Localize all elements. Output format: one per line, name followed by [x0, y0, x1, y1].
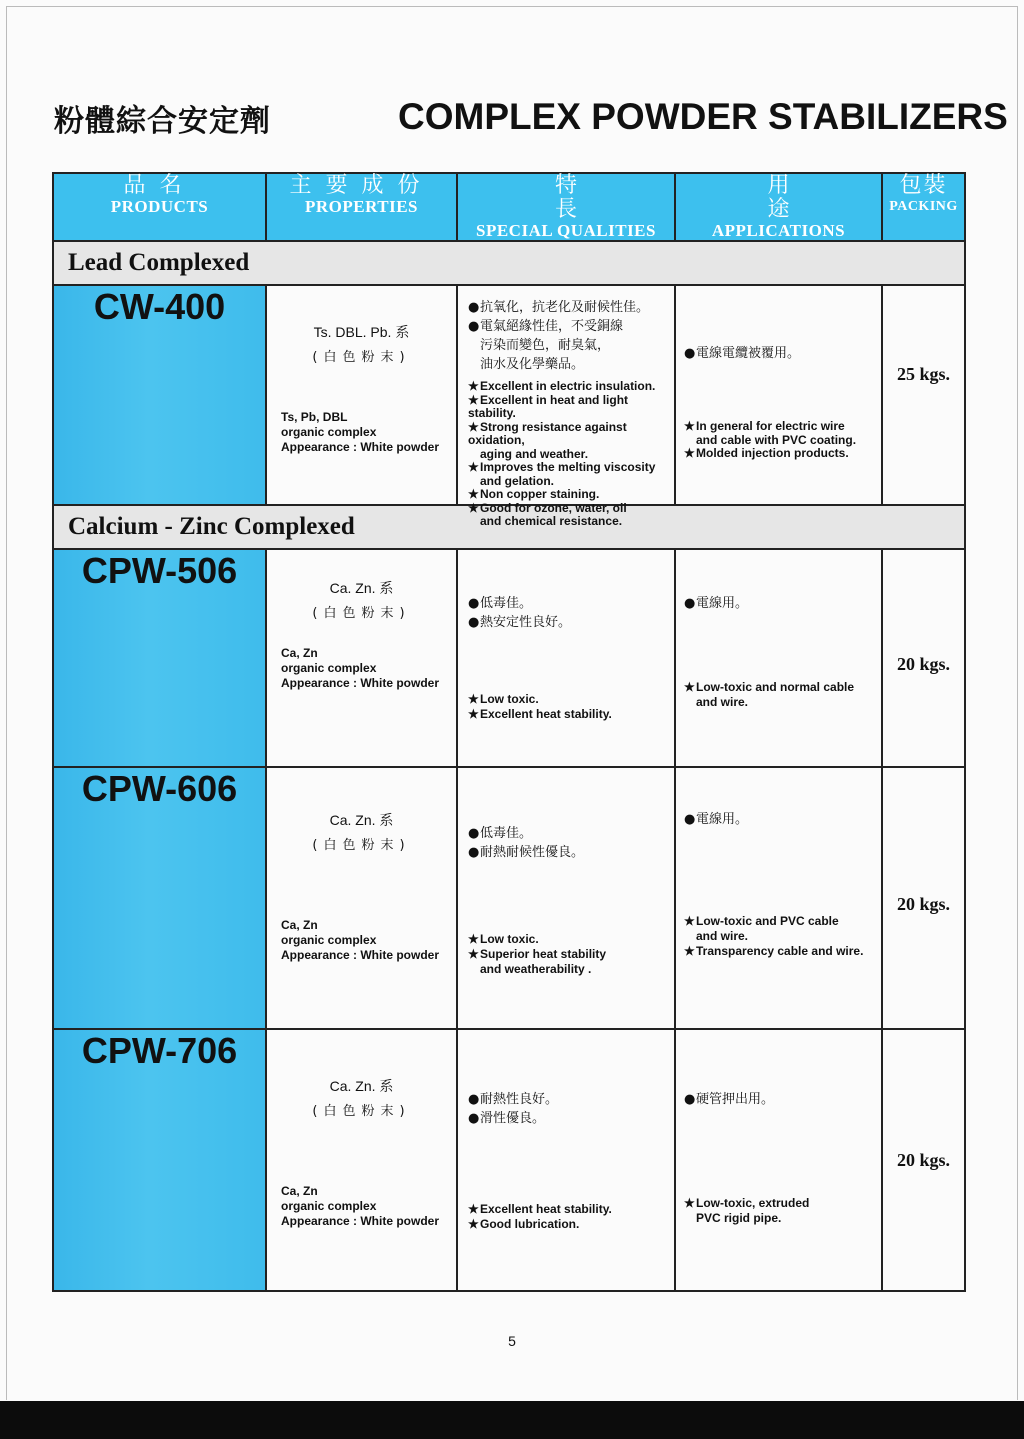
app-en-line: Low-toxic, extruded: [696, 1196, 810, 1210]
properties-en: [281, 646, 439, 691]
header-qualities-en: SPECIAL QUALITIES: [476, 221, 656, 240]
header-packing-cn: 包裝: [899, 173, 948, 198]
qualities-cn: ●耐熱性良好。 ●滑性優良。: [468, 1092, 559, 1126]
header-special-qualities: [457, 173, 675, 241]
props-line: organic complex: [281, 425, 377, 439]
qual-en-line: Good lubrication.: [480, 1217, 580, 1231]
qualities-en: ★Low toxic. ★Excellent heat stability.: [468, 692, 612, 721]
qual-en-line: Superior heat stability: [480, 947, 607, 961]
properties-system: Ca. Zn. 系: [329, 580, 394, 596]
qual-cn-line: 低毒佳。: [480, 596, 533, 611]
properties-en: [281, 410, 439, 455]
applications-cn: ●電線電纜被覆用。: [684, 346, 801, 361]
properties-powder: (白色粉末): [312, 1104, 411, 1119]
properties-system: Ts. DBL. Pb. 系: [313, 324, 410, 340]
qual-cn-line: 耐熱耐候性優良。: [480, 845, 585, 860]
qualities-cell: [457, 767, 675, 1029]
qual-cn-line: 滑性優良。: [480, 1111, 546, 1126]
qual-cn-line: 熱安定性良好。: [480, 615, 572, 630]
app-cn-line: 硬管押出用。: [696, 1092, 775, 1107]
header-packing: [882, 173, 965, 241]
applications-en: ★Low-toxic and normal cable and wire.: [684, 680, 855, 709]
applications-en: ★In general for electric wire and cable with PVC coating. ★Molded injection products.: [684, 419, 857, 460]
page-edge-right: [1017, 6, 1018, 1400]
qual-en-line: Excellent heat stability.: [480, 1202, 612, 1216]
properties-cell: [266, 1029, 457, 1291]
properties-en: [281, 918, 439, 963]
properties-cell: [266, 767, 457, 1029]
applications-cn: ●硬管押出用。: [684, 1092, 775, 1107]
properties-powder: (白色粉末): [312, 606, 411, 621]
product-row: [53, 549, 965, 767]
title-english: COMPLEX POWDER STABILIZERS: [398, 96, 1008, 137]
header-row: [53, 173, 965, 241]
properties-system: Ca. Zn. 系: [329, 1078, 394, 1094]
qualities-cn: ●抗氧化，抗老化及耐候性佳。 ●電氣絕緣性佳，不受銅線 污染而變色，耐臭氣， 油水及化學藥品。: [468, 300, 650, 372]
packing-value: 20 kgs.: [896, 1150, 950, 1170]
qualities-en: ★Low toxic. ★Superior heat stability and weatherability .: [468, 932, 607, 976]
qualities-en: ★Excellent in electric insulation. ★Excellent in heat and light stability. ★Strong resistance against oxidation, aging and weather. ★Improves the melting viscosity and gelation. ★Non copper staining. ★Good for ozone, water, oil and chemical resistance.: [468, 380, 674, 529]
header-products: [53, 173, 266, 241]
packing-value: 20 kgs.: [896, 894, 950, 914]
app-en-line: Transparency cable and wire.: [696, 944, 864, 958]
page-edge-left: [6, 6, 7, 1400]
qual-cn-line: 污染而變色，耐臭氣，: [480, 338, 611, 353]
applications-cell: [675, 1029, 882, 1291]
product-row: [53, 767, 965, 1029]
qual-en-line: Strong resistance against oxidation,: [468, 419, 627, 447]
app-cn-line: 電線用。: [696, 596, 749, 611]
header-applications-en: APPLICATIONS: [711, 221, 846, 240]
props-line: Ts, Pb, DBL: [281, 410, 348, 424]
section-title-lead: Lead Complexed: [53, 241, 965, 285]
product-row: [53, 285, 965, 505]
applications-cell: [675, 767, 882, 1029]
product-table: [52, 172, 966, 1292]
properties-powder: (白色粉末): [312, 350, 411, 365]
header-properties-en: PROPERTIES: [304, 197, 419, 216]
page-number: 5: [508, 1333, 516, 1349]
props-line: Ca, Zn: [281, 918, 318, 932]
product-name: CPW-606: [53, 767, 266, 1029]
product-name: CPW-706: [53, 1029, 266, 1291]
qual-cn-line: 油水及化學藥品。: [480, 357, 585, 372]
section-title-calcium-zinc: Calcium - Zinc Complexed: [53, 505, 965, 549]
properties-cell: [266, 285, 457, 505]
props-line: organic complex: [281, 661, 377, 675]
app-en-line: PVC rigid pipe.: [696, 1211, 782, 1225]
packing-cell: [882, 1029, 965, 1291]
qual-en-line: Excellent heat stability.: [480, 707, 612, 721]
props-line: Appearance : White powder: [281, 948, 440, 962]
properties-cell: [266, 549, 457, 767]
applications-cn: ●電線用。: [684, 596, 749, 611]
applications-en: ★Low-toxic and PVC cable and wire. ★Transparency cable and wire.: [684, 914, 864, 958]
qual-cn-line: 耐熱性良好。: [480, 1092, 559, 1107]
qual-en-line: and weatherability .: [480, 962, 592, 976]
qual-cn-line: 電氣絕緣性佳，不受銅線: [480, 319, 624, 334]
app-cn-line: 電線用。: [696, 812, 749, 827]
product-name: CPW-506: [53, 549, 266, 767]
header-applications: [675, 173, 882, 241]
title-chinese: 粉體綜合安定劑: [54, 104, 271, 139]
header-products-en: PRODUCTS: [110, 197, 209, 216]
properties-system: Ca. Zn. 系: [329, 812, 394, 828]
applications-cell: [675, 285, 882, 505]
qual-en-line: and chemical resistance.: [480, 514, 623, 528]
qual-en-line: Low toxic.: [480, 692, 539, 706]
props-line: Appearance : White powder: [281, 676, 440, 690]
qualities-cell: [457, 285, 675, 528]
app-en-line: Molded injection products.: [696, 446, 849, 460]
applications-cn: ●電線用。: [684, 812, 749, 827]
qual-cn-line: 低毒佳。: [480, 826, 533, 841]
properties-en: [281, 1184, 439, 1229]
app-en-line: Low-toxic and PVC cable: [696, 914, 839, 928]
qual-en-line: and gelation.: [480, 473, 555, 488]
props-line: Appearance : White powder: [281, 440, 440, 454]
app-en-line: and cable with PVC coating.: [696, 432, 857, 447]
props-line: Ca, Zn: [281, 1184, 318, 1198]
scan-bottom-edge: [0, 1401, 1024, 1439]
packing-cell: [882, 285, 965, 505]
app-en-line: In general for electric wire: [696, 419, 845, 433]
page-edge-top: [6, 6, 1018, 7]
header-properties: [266, 173, 457, 241]
qualities-cell: [457, 1029, 675, 1291]
props-line: organic complex: [281, 933, 377, 947]
qualities-cell: [457, 549, 675, 767]
header-packing-en: PACKING: [889, 199, 958, 214]
packing-cell: [882, 767, 965, 1029]
qual-cn-line: 抗氧化，抗老化及耐候性佳。: [480, 300, 650, 315]
qualities-en: ★Excellent heat stability. ★Good lubrication.: [468, 1202, 612, 1231]
qualities-cn: ●低毒佳。 ●耐熱耐候性優良。: [468, 826, 585, 860]
applications-en: ★Low-toxic, extruded PVC rigid pipe.: [684, 1196, 810, 1225]
applications-cell: [675, 549, 882, 767]
packing-cell: [882, 549, 965, 767]
qual-en-line: aging and weather.: [480, 446, 589, 461]
app-en-line: Low-toxic and normal cable: [696, 680, 855, 694]
props-line: organic complex: [281, 1199, 377, 1213]
product-name: CW-400: [53, 285, 266, 505]
qual-en-line: Improves the melting viscosity: [480, 460, 656, 474]
header-qualities-cn: 特長: [554, 173, 667, 222]
header-properties-cn: 主要成份: [289, 173, 434, 198]
props-line: Ca, Zn: [281, 646, 318, 660]
qual-en-line: Excellent in heat and light stability.: [468, 392, 629, 420]
qual-en-line: Excellent in electric insulation.: [480, 379, 656, 393]
qualities-cn: ●低毒佳。 ●熱安定性良好。: [468, 596, 572, 630]
app-en-line: and wire.: [696, 929, 749, 943]
packing-value: 25 kgs.: [896, 364, 950, 384]
product-row: [53, 1029, 965, 1291]
qual-en-line: Low toxic.: [480, 932, 539, 946]
header-applications-cn: 用途: [767, 173, 860, 222]
app-en-line: and wire.: [696, 695, 749, 709]
header-products-cn: 品名: [123, 173, 196, 198]
props-line: Appearance : White powder: [281, 1214, 440, 1228]
qual-en-line: Good for ozone, water, oil: [480, 500, 627, 515]
section-row-lead: [53, 241, 965, 285]
app-cn-line: 電線電纜被覆用。: [696, 346, 801, 361]
properties-powder: (白色粉末): [312, 838, 411, 853]
packing-value: 20 kgs.: [896, 654, 950, 674]
qual-en-line: Non copper staining.: [480, 487, 600, 501]
